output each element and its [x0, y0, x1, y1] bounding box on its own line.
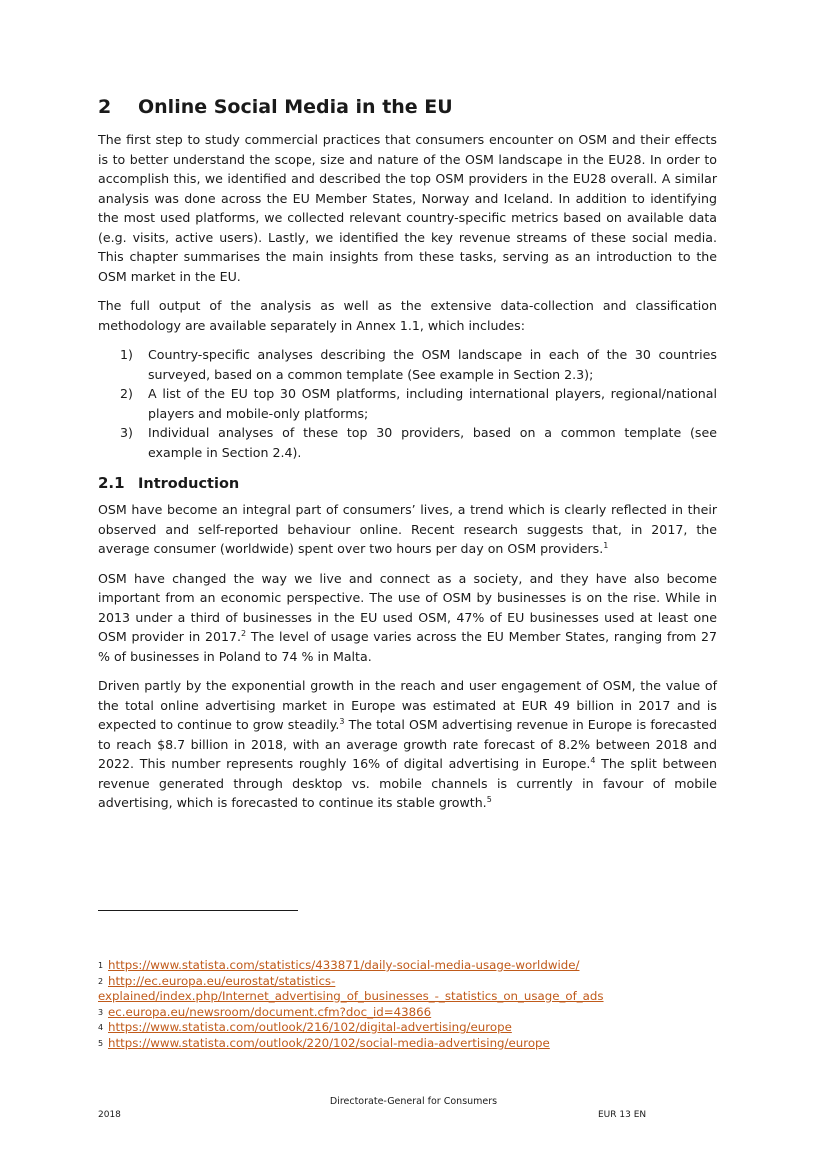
intro-paragraph-1: The first step to study commercial practices that consumers encounter on OSM and their effects is to better understand the scope, size and nature of the OSM landscape in the EU28. In order to accomplish this, we identified and described the top OSM providers in the EU28 overall. A similar analysis was done across the EU Member States, Norway and Iceland. In addition to identifying the most used platforms, we collected relevant country-specific metrics based on available data (e.g. visits, active users). Lastly, we identified the key revenue streams of these social media. This chapter summarises the main insights from these tasks, serving as an introduction to the OSM market in the EU. [98, 132, 717, 284]
footnote-ref[interactable]: 5 [486, 795, 492, 804]
footnote-mark: 3 [98, 1007, 104, 1017]
footnotes [98, 958, 738, 1051]
paragraph-text: The split between revenue generated through desktop vs. mobile channels is currently in favour of mobile advertising, which is forecasted to continue its stable growth. [98, 756, 717, 810]
list-item-number: 2) [120, 386, 133, 401]
paragraph-text: The total OSM advertising revenue in Europe is forecasted to reach $8.7 billion in 2018, with an average growth rate forecast of 8.2% between 2018 and 2022. This number represents roughly 16% of digital advertising in Europe. [98, 717, 717, 771]
chapter-heading [98, 96, 717, 118]
annex-contents-list [98, 345, 717, 462]
footnote-mark: 1 [98, 961, 104, 970]
footnote-link[interactable]: http://ec.europa.eu/eurostat/statistics- [108, 973, 336, 988]
footnote-1 [98, 958, 738, 974]
list-item-text: Individual analyses of these top 30 providers, based on a common template (see example in Section 2.4). [148, 425, 717, 460]
chapter-title: Online Social Media in the EU [138, 96, 453, 118]
footnote-link[interactable]: https://www.statista.com/outlook/220/102/social-media-advertising/europe [108, 1035, 550, 1050]
footnote-ref[interactable]: 2 [241, 629, 247, 638]
footnote-2 [98, 974, 738, 990]
footnote-link[interactable]: https://www.statista.com/statistics/433871/daily-social-media-usage-worldwide/ [108, 958, 580, 972]
section-number: 2.1 [98, 474, 125, 492]
footnote-mark: 4 [98, 1023, 104, 1032]
footer-year: 2018 [98, 1110, 121, 1120]
footnote-link[interactable]: https://www.statista.com/outlook/216/102/digital-advertising/europe [108, 1020, 512, 1034]
section-heading [98, 474, 717, 492]
list-item-number: 3) [120, 425, 133, 440]
list-item-text: A list of the EU top 30 OSM platforms, including international players, regional/national players and mobile-only platforms; [148, 386, 717, 421]
footnote-mark: 2 [98, 976, 104, 986]
footnote-5 [98, 1036, 738, 1052]
footnote-ref[interactable]: 3 [339, 717, 345, 726]
footnote-3 [98, 1005, 738, 1021]
list-item-number: 1) [120, 347, 133, 362]
section-paragraph-3 [98, 676, 717, 813]
footnote-divider [98, 910, 298, 911]
section-paragraph-2 [98, 569, 717, 667]
section-paragraph-1 [98, 500, 717, 559]
paragraph-text: OSM have become an integral part of consumers’ lives, a trend which is clearly reflected in their observed and self-reported behaviour online. Recent research suggests that, in 2017, the average consumer (worldwide) spent over two hours per day on OSM providers. [98, 502, 717, 556]
paragraph-text: The level of usage varies across the EU Member States, ranging from 27 % of businesses in Poland to 74 % in Malta. [98, 629, 717, 664]
page-body [98, 96, 717, 823]
list-item [98, 423, 717, 462]
footnote-mark: 5 [98, 1038, 104, 1048]
footnote-2-continuation [98, 989, 738, 1005]
list-item-text: Country-specific analyses describing the OSM landscape in each of the 30 countries surveyed, based on a common template (See example in Section 2.3); [148, 347, 717, 382]
list-item [98, 345, 717, 384]
footer-reference: EUR 13 EN [598, 1110, 647, 1120]
paragraph-text: Driven partly by the exponential growth in the reach and user engagement of OSM, the value of the total online advertising market in Europe was estimated at EUR 49 billion in 2017 and is expected to continue to grow steadily. [98, 678, 717, 732]
list-item [98, 384, 717, 423]
paragraph-text: OSM have changed the way we live and connect as a society, and they have also become important from an economic perspective. The use of OSM by businesses is on the rise. While in 2013 under a third of businesses in the EU used OSM, 47% of EU businesses used at least one OSM provider in 2017. [98, 570, 717, 644]
footnote-ref[interactable]: 4 [590, 756, 596, 765]
footnote-4 [98, 1020, 738, 1036]
section-title: Introduction [138, 476, 240, 492]
footnote-ref[interactable]: 1 [603, 541, 609, 550]
intro-paragraph-2: The full output of the analysis as well as the extensive data-collection and classification methodology are available separately in Annex 1.1, which includes: [98, 298, 717, 333]
footer-publisher: Directorate-General for Consumers [329, 1096, 498, 1107]
chapter-number: 2 [98, 96, 112, 118]
footnote-link[interactable]: explained/index.php/Internet_advertising_of_businesses_-_statistics_on_usage_of_ads [98, 989, 604, 1003]
footnote-link[interactable]: ec.europa.eu/newsroom/document.cfm?doc_id=43866 [108, 1004, 432, 1019]
